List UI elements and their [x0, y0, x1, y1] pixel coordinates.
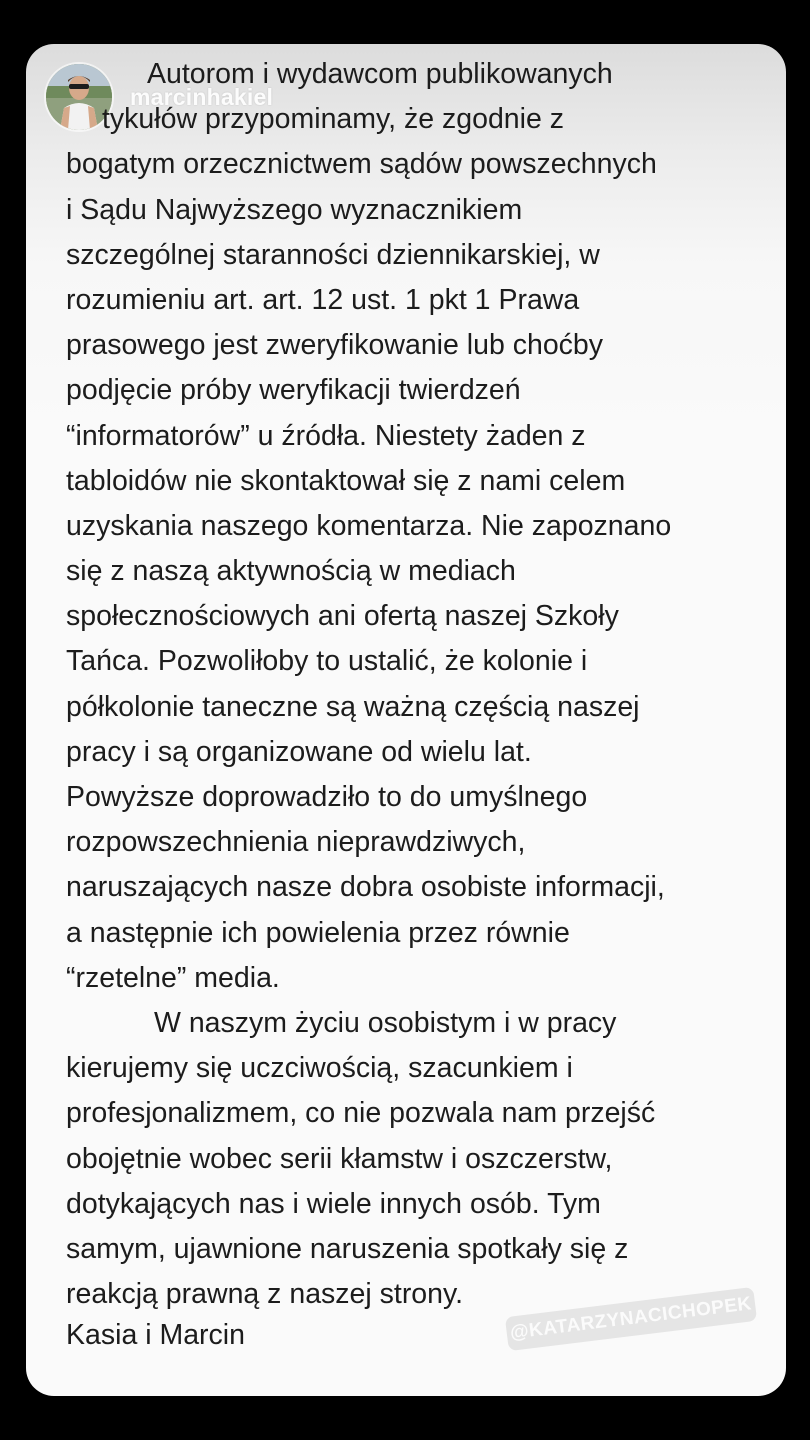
- letter-line: samym, ujawnione naruszenia spotkały się z: [66, 1232, 629, 1265]
- signature: Kasia i Marcin: [66, 1319, 245, 1351]
- letter-line: tabloidów nie skontaktował się z nami celem: [66, 464, 626, 497]
- letter-line: rozumieniu art. art. 12 ust. 1 pkt 1 Prawa: [66, 283, 580, 316]
- letter-line: społecznościowych ani ofertą naszej Szkoły: [66, 600, 619, 633]
- letter-line: Tańca. Pozwoliłoby to ustalić, że kolonie i: [66, 645, 588, 678]
- letter-line: prasowego jest zweryfikowanie lub choćby: [66, 329, 604, 362]
- letter-line: uzyskania naszego komentarza. Nie zapoznano: [66, 509, 672, 542]
- letter-line: kierujemy się uczciwością, szacunkiem i: [66, 1052, 573, 1085]
- letter-line: się z naszą aktywnością w mediach: [66, 555, 516, 588]
- letter-line: Powyższe doprowadziło to do umyślnego: [66, 781, 588, 813]
- story-username[interactable]: marcinhakiel: [130, 84, 274, 110]
- letter-line: naruszających nasze dobra osobiste informacji,: [66, 871, 665, 904]
- story-card: [26, 44, 786, 1396]
- letter-line: pracy i są organizowane od wielu lat.: [66, 735, 532, 768]
- letter-line: W naszym życiu osobistym i w pracy: [154, 1006, 617, 1039]
- letter-line: dotykających nas i wiele innych osób. Tym: [66, 1187, 601, 1220]
- letter-line: tykułów przypominamy, że zgodnie z: [102, 103, 564, 136]
- letter-line: podjęcie próby weryfikacji twierdzeń: [66, 374, 521, 407]
- letter-line: rozpowszechnienia nieprawdziwych,: [66, 826, 526, 859]
- letter-line: i Sądu Najwyższego wyznacznikiem: [66, 193, 523, 226]
- letter-line: Autorom i wydawcom publikowanych: [147, 58, 613, 90]
- watermark-tag: @KATARZYNACICHOPEK: [505, 1287, 757, 1351]
- letter-line: szczególnej staranności dziennikarskiej, w: [66, 238, 600, 271]
- letter-text: [66, 52, 766, 1317]
- letter-line: półkolonie taneczne są ważną częścią naszej: [66, 690, 640, 723]
- letter-line: reakcją prawną z naszej strony.: [66, 1278, 464, 1311]
- letter-line: a następnie ich powielenia przez równie: [66, 916, 570, 949]
- letter-line: profesjonalizmem, co nie pozwala nam przejść: [66, 1097, 656, 1130]
- letter-line: “informatorów” u źródła. Niestety żaden z: [66, 419, 586, 452]
- letter-line: bogatym orzecznictwem sądów powszechnych: [66, 148, 657, 181]
- letter-line: obojętnie wobec serii kłamstw i oszczerstw,: [66, 1142, 613, 1175]
- letter-line: “rzetelne” media.: [66, 961, 280, 994]
